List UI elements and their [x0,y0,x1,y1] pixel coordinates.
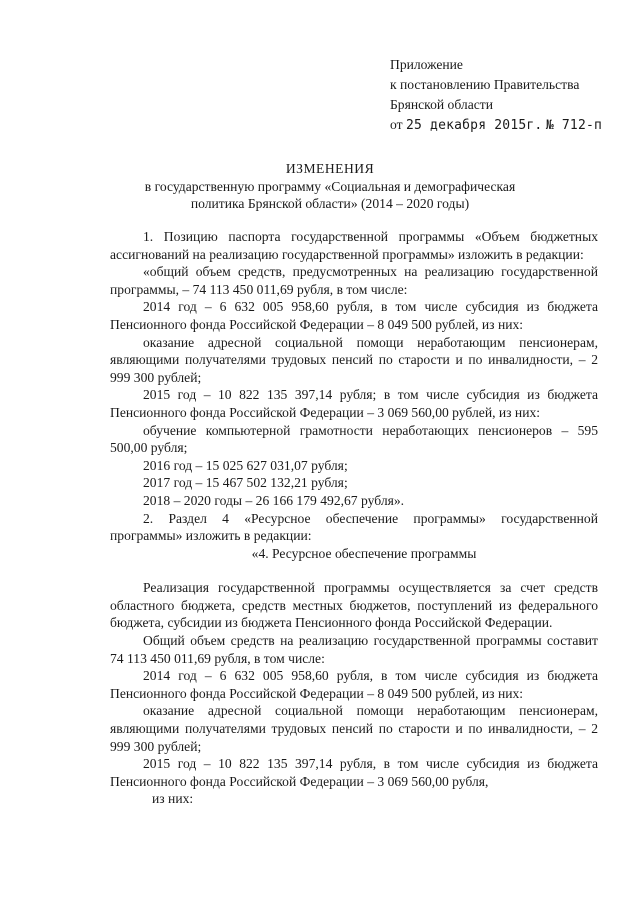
paragraph: 2014 год – 6 632 005 958,60 рубля, в том числе субсидия из бюджета Пенсионного фонда Российской Федерации – 8 049 500 рублей, из них: [110,668,598,701]
paragraph: из них: [152,791,194,807]
document-body [110,228,598,808]
approval-date: 25 декабря 2015г. [405,118,543,133]
title-line-2: в государственную программу «Социальная и демографическая [144,178,516,194]
paragraph: 2015 год – 10 822 135 397,14 рубля, в том числе субсидия из бюджета Пенсионного фонда Российской Федерации – 3 069 560,00 рубля, [110,756,598,789]
paragraph: 1. Позицию паспорта государственной программы «Объем бюджетных ассигнований на реализацию государственной программы» изложить в редакции: [110,229,598,262]
paragraph: оказание адресной социальной помощи неработающим пенсионерам, являющими получателями трудовых пенсий по старости и по инвалидности, – 2 999 300 рублей; [110,334,598,385]
approval-date-prefix: от [390,117,403,132]
paragraph: 2015 год – 10 822 135 397,14 рубля; в том числе субсидия из бюджета Пенсионного фонда Российской Федерации – 3 069 560,00 рублей, из них: [110,387,598,420]
paragraph: Реализация государственной программы осуществляется за счет средств областного бюджета, средств местных бюджетов, поступлений из федерального бюджета, субсидии из бюджета Пенсионного фонда Российской Федерации. [110,580,598,631]
paragraph: 2018 – 2020 годы – 26 166 179 492,67 рубля». [143,492,405,508]
approval-number: № 712-п [545,118,603,133]
spacer [110,562,598,579]
paragraph: «общий объем средств, предусмотренных на реализацию государственной программы, – 74 113 450 011,69 рубля, в том числе: [110,264,598,297]
paragraph: 2014 год – 6 632 005 958,60 рубля, в том числе субсидия из бюджета Пенсионного фонда Российской Федерации – 8 049 500 рублей, из них: [110,299,598,332]
paragraph: оказание адресной социальной помощи неработающим пенсионерам, являющими получателями трудовых пенсий по старости и по инвалидности, – 2 999 300 рублей; [110,703,598,754]
paragraph: Общий объем средств на реализацию государственной программы составит 74 113 450 011,69 рубля, в том числе: [110,633,598,666]
approval-line-2: к постановлению Правительства [390,77,580,92]
paragraph: 2. Раздел 4 «Ресурсное обеспечение программы» государственной программы» изложить в редакции: [110,510,598,544]
paragraph: 2017 год – 15 467 502 132,21 рубля; [143,475,348,491]
approval-line-1: Приложение [390,57,463,72]
section-heading: «4. Ресурсное обеспечение программы [251,545,477,561]
approval-line-3: Брянской области [390,97,493,112]
document-title [100,160,560,213]
paragraph: 2016 год – 15 025 627 031,07 рубля; [143,457,348,473]
approval-stamp [390,55,630,136]
title-heading: ИЗМЕНЕНИЯ [285,161,375,176]
approval-date-line [390,115,630,136]
paragraph: обучение компьютерной грамотности неработающих пенсионеров – 595 500,00 рубля; [110,422,598,456]
title-line-3: политика Брянской области» (2014 – 2020 годы) [190,196,470,212]
